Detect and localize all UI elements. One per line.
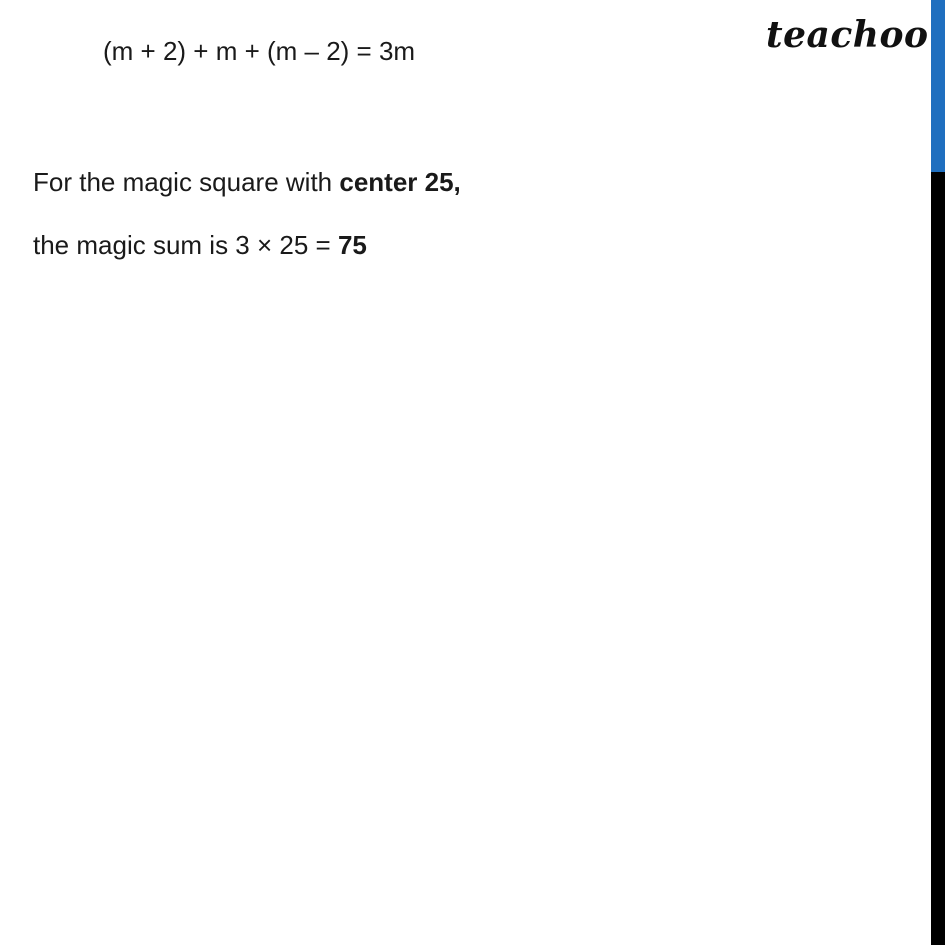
right-side-bar — [931, 0, 945, 945]
equation-line: (m + 2) + m + (m – 2) = 3m — [103, 36, 416, 66]
statement-line-1 — [33, 169, 461, 195]
side-bar-accent — [931, 0, 945, 172]
teachoo-logo: teachoo — [766, 14, 929, 56]
statement-line-1-bold: center 25, — [339, 167, 461, 197]
statement-line-2 — [33, 232, 367, 258]
magic-sum-value: 75 — [337, 230, 367, 260]
statement-line-1-text: For the magic square with — [33, 167, 340, 197]
statement-line-2-text: the magic sum is 3 × 25 = — [33, 230, 338, 260]
